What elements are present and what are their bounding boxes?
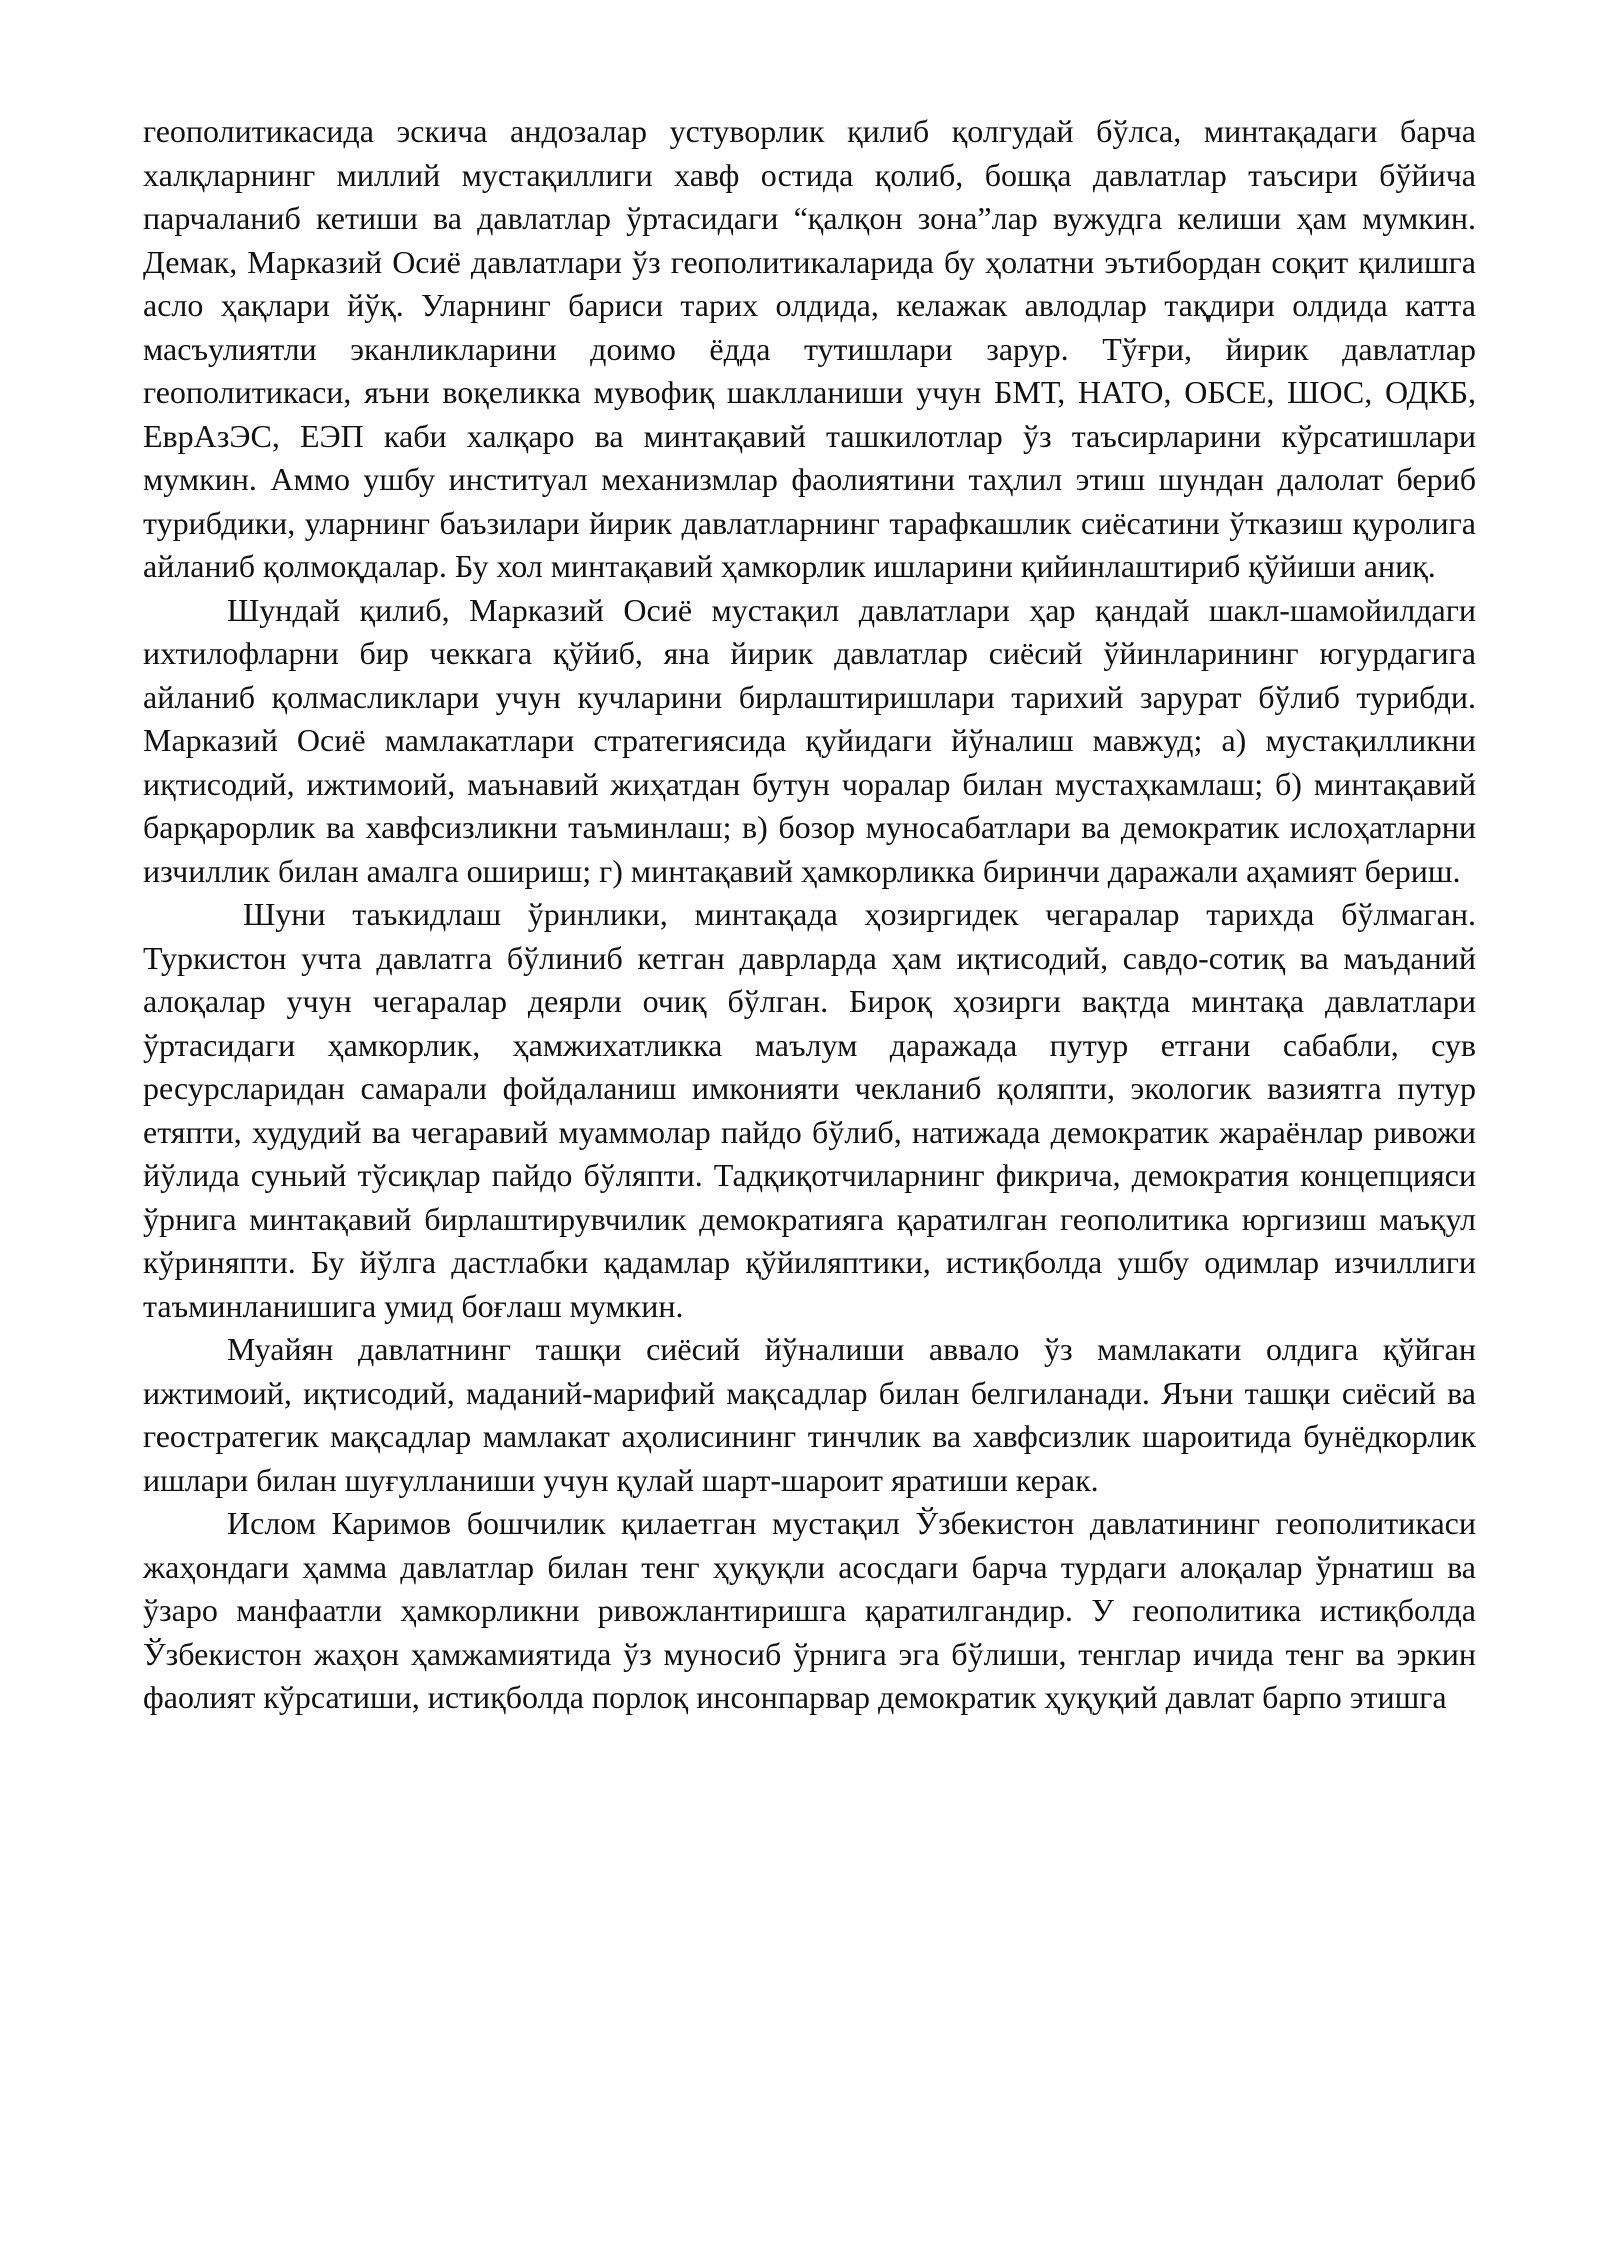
document-page (143, 110, 1476, 1720)
paragraph-4: Муайян давлатнинг ташқи сиёсий йўналиши аввало ўз мамлакати олдига қўйган ижтимоий, иқтисодий, маданий-марифий мақсадлар билан белгиланади. Яъни ташқи сиёсий ва геостратегик мақсадлар мамлакат аҳолисининг тинчлик ва хавфсизлик шароитида бунёдкорлик ишлари билан шуғулланиши учун қулай шарт-шароит яратиши керак. (143, 1331, 1476, 1498)
paragraph-2: Шундай қилиб, Марказий Осиё мустақил давлатлари ҳар қандай шакл-шамойилдаги ихтилофларни бир чеккага қўйиб, яна йирик давлатлар сиёсий ўйинларининг югурдагига айланиб қолмасликлари учун кучларини бирлаштиришлари тарихий зарурат бўлиб турибди. Марказий Осиё мамлакатлари стратегиясида қуйидаги йўналиш мавжуд; а) мустақилликни иқтисодий, ижтимоий, маънавий жиҳатдан бутун чоралар билан мустаҳкамлаш; б) минтақавий барқарорлик ва хавфсизликни таъминлаш; в) бозор муносабатлари ва демократик ислоҳатларни изчиллик билан амалга ошириш; г) минтақавий ҳамкорликка биринчи даражали аҳамият бериш. (143, 591, 1476, 889)
paragraph-1: геополитикасида эскича андозалар устуворлик қилиб қолгудай бўлса, минтақадаги барча халқларнинг миллий мустақиллиги хавф остида қолиб, бошқа давлатлар таъсири бўйича парчаланиб кетиши ва давлатлар ўртасидаги “қалқон зона”лар вужудга келиши ҳам мумкин. Демак, Марказий Осиё давлатлари ўз геополитикаларида бу ҳолатни эътибордан соқит қилишга асло ҳақлари йўқ. Уларнинг бариси тарих олдида, келажак авлодлар тақдири олдида катта масъулиятли эканликларини доимо ёдда тутишлари зарур. Тўғри, йирик давлатлар геополитикаси, яъни воқеликка мувофиқ шаклланиши учун БМТ, НАТО, ОБСЕ, ШОС, ОДКБ, ЕврАзЭС, ЕЭП каби халқаро ва минтақавий ташкилотлар ўз таъсирларини кўрсатишлари мумкин. Аммо ушбу институал механизмлар фаолиятини таҳлил этиш шундан далолат бериб турибдики, уларнинг баъзилари йирик давлатларнинг тарафкашлик сиёсатини ўтказиш қуролига айланиб қолмоқдалар. Бу хол минтақавий ҳамкорлик ишларини қийинлаштириб қўйиши аниқ. (143, 113, 1476, 584)
paragraph-5: Ислом Каримов бошчилик қилаетган мустақил Ўзбекистон давлатининг геополитикаси жаҳондаги ҳамма давлатлар билан тенг ҳуқуқли асосдаги барча турдаги алоқалар ўрнатиш ва ўзаро манфаатли ҳамкорликни ривожлантиришга қаратилгандир. У геополитика истиқболда Ўзбекистон жаҳон ҳамжамиятида ўз муносиб ўрнига эга бўлиши, тенглар ичида тенг ва эркин фаолият кўрсатиши, истиқболда порлоқ инсонпарвар демократик ҳуқуқий давлат барпо этишга (143, 1505, 1476, 1715)
paragraph-3: Шуни таъкидлаш ўринлики, минтақада ҳозиргидек чегаралар тарихда бўлмаган. Туркистон учта давлатга бўлиниб кетган даврларда ҳам иқтисодий, савдо-сотиқ ва маъданий алоқалар учун чегаралар деярли очиқ бўлган. Бироқ ҳозирги вақтда минтақа давлатлари ўртасидаги ҳамкорлик, ҳамжихатликка маълум даражада путур етгани сабабли, сув ресурсларидан самарали фойдаланиш имконияти чекланиб қоляпти, экологик вазиятга путур етяпти, худудий ва чегаравий муаммолар пайдо бўлиб, натижада демократик жараёнлар ривожи йўлида суньий тўсиқлар пайдо бўляпти. Тадқиқотчиларнинг фикрича, демократия концепцияси ўрнига минтақавий бирлаштирувчилик демократияга қаратилган геополитика юргизиш маъқул кўриняпти. Бу йўлга дастлабки қадамлар қўйиляптики, истиқболда ушбу одимлар изчиллиги таъминланишига умид боғлаш мумкин. (143, 896, 1476, 1324)
